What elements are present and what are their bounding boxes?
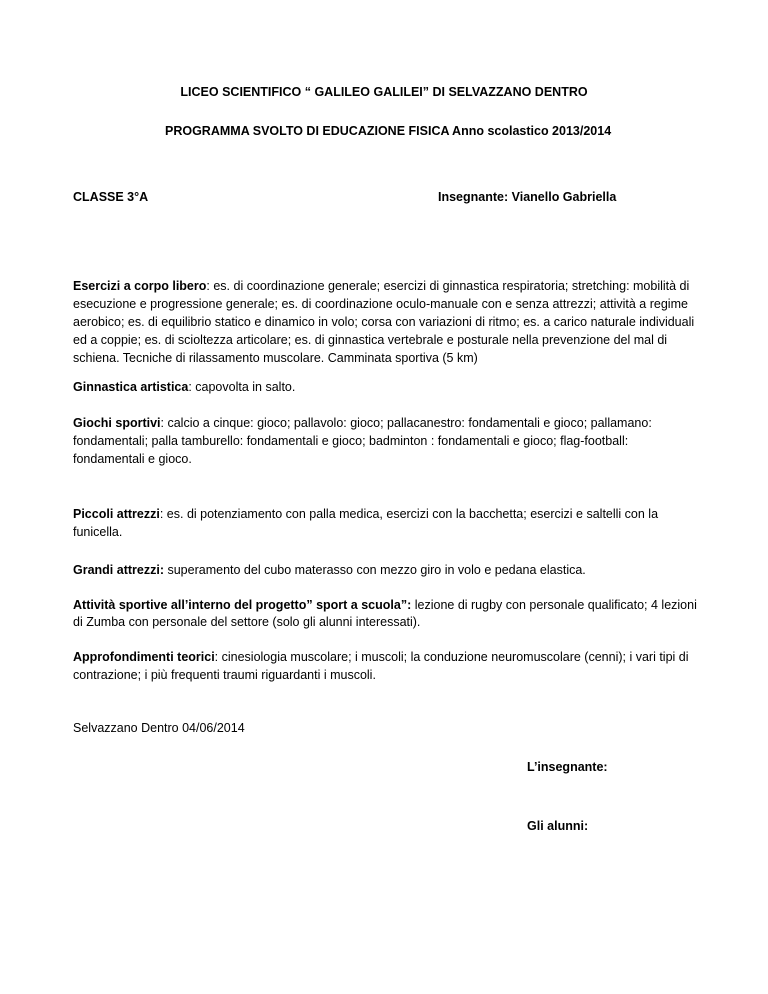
section-attivita-sportive bbox=[73, 597, 703, 631]
section-separator: : bbox=[206, 279, 214, 293]
section-text: capovolta in salto. bbox=[195, 380, 296, 394]
section-grandi-attrezzi bbox=[73, 561, 703, 579]
section-text: cinesiologia muscolare; i muscoli; la conduzione neuromuscolare (cenni); i vari tipi di contrazione; i più frequenti traumi riguardanti i muscoli. bbox=[73, 650, 689, 682]
section-label: Attività sportive all’interno del progetto” sport a scuola”: bbox=[73, 598, 412, 612]
section-label: Approfondimenti teorici bbox=[73, 650, 215, 664]
program-title: PROGRAMMA SVOLTO DI EDUCAZIONE FISICA Anno scolastico 2013/2014 bbox=[165, 124, 612, 138]
teacher-signature-label: L’insegnante: bbox=[527, 760, 608, 774]
section-label: Grandi attrezzi: bbox=[73, 563, 164, 577]
students-signature-label: Gli alunni: bbox=[527, 819, 589, 833]
section-separator: : bbox=[160, 416, 168, 430]
class-label: CLASSE 3°A bbox=[73, 190, 149, 204]
section-label: Giochi sportivi bbox=[73, 416, 161, 430]
section-piccoli-attrezzi bbox=[73, 505, 703, 541]
section-label: Ginnastica artistica bbox=[73, 380, 189, 394]
document-date: Selvazzano Dentro 04/06/2014 bbox=[73, 721, 245, 735]
section-label: Esercizi a corpo libero bbox=[73, 279, 207, 293]
section-text: es. di coordinazione generale; esercizi di ginnastica respiratoria; stretching: mobilità di esecuzione e progressione generale; es. di coordinazione oculo-manuale con e senza attrezzi; attività a regime aerobico; es. di equilibrio statico e dinamico in volo; corsa con variazioni di ritmo; es. a carico naturale individuali ed a coppie; es. di scioltezza articolare; es. di ginnastica vertebrale e posturale nella prevenzione del mal di schiena. Tecniche di rilassamento muscolare. Camminata sportiva (5 km) bbox=[73, 279, 695, 365]
teacher-label: Insegnante: Vianello Gabriella bbox=[438, 190, 617, 204]
section-esercizi-corpo-libero bbox=[73, 277, 703, 367]
section-text: calcio a cinque: gioco; pallavolo: gioco; pallacanestro: fondamentali e gioco; pallamano: fondamentali; palla tamburello: fondamentali e gioco; badminton : fondamentali e gioco; flag-football: fondamentali e gioco. bbox=[73, 416, 652, 466]
section-approfondimenti-teorici bbox=[73, 648, 703, 684]
section-text: es. di potenziamento con palla medica, esercizi con la bacchetta; esercizi e saltelli con la funicella. bbox=[73, 507, 659, 539]
section-text: superamento del cubo materasso con mezzo giro in volo e pedana elastica. bbox=[167, 563, 586, 577]
section-separator: : bbox=[159, 507, 167, 521]
section-text: lezione di rugby con personale qualificato; 4 lezioni di Zumba con personale del settore (solo gli alunni interessati). bbox=[73, 598, 697, 629]
section-separator: : bbox=[214, 650, 222, 664]
section-ginnastica-artistica bbox=[73, 378, 703, 396]
section-giochi-sportivi bbox=[73, 414, 703, 468]
school-title: LICEO SCIENTIFICO “ GALILEO GALILEI” DI SELVAZZANO DENTRO bbox=[180, 85, 588, 99]
section-separator: : bbox=[188, 380, 196, 394]
section-label: Piccoli attrezzi bbox=[73, 507, 160, 521]
